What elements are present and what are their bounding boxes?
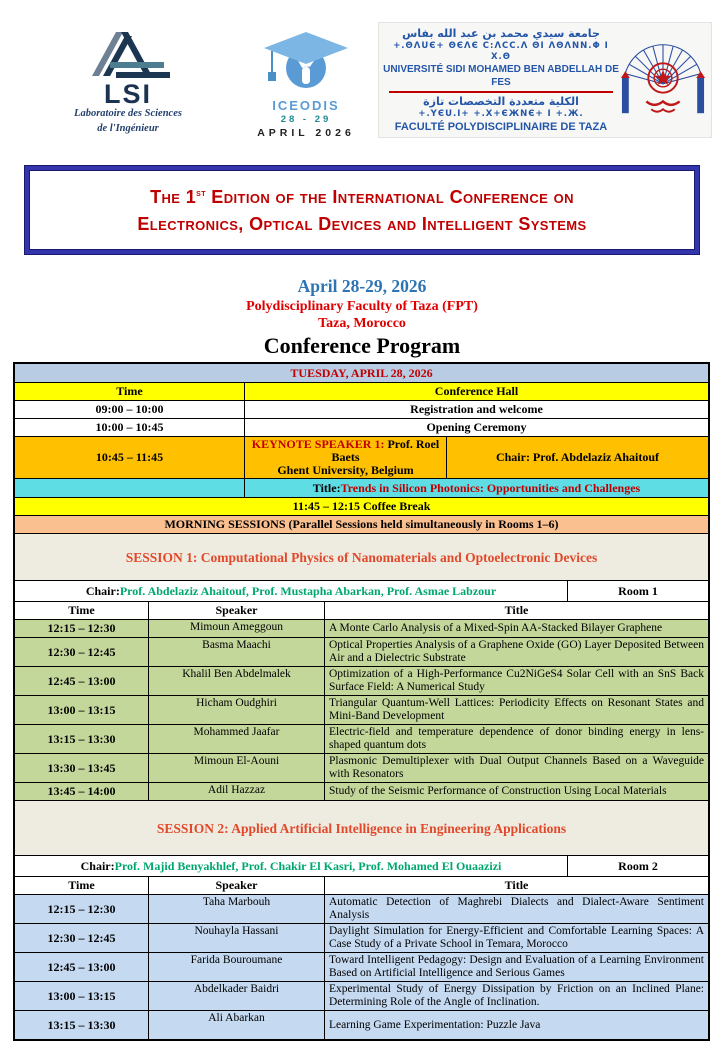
talk-time: 13:00 – 13:15 (47, 988, 116, 1003)
registration-time: 09:00 – 10:00 (95, 402, 164, 416)
table-row (15, 894, 708, 923)
keynote-speaker: Prof. Roel Baets (331, 437, 440, 464)
university-red-rule (389, 91, 613, 93)
keynote-title-value: Trends in Silicon Photonics: Opportunities and Challenges (340, 480, 641, 495)
session2-col-speaker: Speaker (148, 877, 324, 894)
faculty-french-name: FACULTÉ POLYDISCIPLINAIRE DE TAZA (394, 120, 608, 133)
conference-city: Taza, Morocco (318, 316, 406, 331)
talk-time: 13:15 – 13:30 (47, 731, 116, 746)
opening-row (15, 418, 708, 436)
keynote-title-empty-cell (15, 479, 244, 497)
intro-block (0, 276, 724, 358)
program-title: Conference Program (263, 333, 461, 358)
session1-chairs: Prof. Abdelaziz Ahaitouf, Prof. Mustapha Abarkan, Prof. Asmae Labzour (119, 583, 497, 598)
session1-chair-label: Chair: (85, 583, 120, 598)
session1-room: Room 1 (567, 581, 708, 601)
graduation-cap-icon (260, 79, 352, 96)
session1-columns-row (15, 601, 708, 619)
talk-title: Electric-field and temperature dependence of donor binding energy in lens-shaped quantum dots (324, 725, 708, 753)
table-row (15, 724, 708, 753)
keynote-row (15, 436, 708, 478)
session2-col-time: Time (68, 878, 95, 892)
banner-line1-suffix: Edition of the International Conference on (205, 187, 574, 207)
conference-venue: Polydisciplinary Faculty of Taza (FPT) (246, 299, 478, 314)
keynote-title-row (15, 478, 708, 497)
talk-time: 12:30 – 12:45 (47, 644, 116, 659)
talk-title: Optical Properties Analysis of a Graphene Oxide (GO) Layer Deposited Between Air and a Dielectric Substrate (324, 638, 708, 666)
talk-title: Experimental Study of Energy Dissipation by Friction on an Inclined Plane: Determining Role of the Angle of Inclination. (324, 982, 708, 1010)
session2-col-title: Title (324, 877, 708, 894)
talk-title: Optimization of a High-Performance Cu2NiGeS4 Solar Cell with an SnS Back Surface Field: A Numerical Study (324, 667, 708, 695)
talk-title: A Monte Carlo Analysis of a Mixed-Spin AA-Stacked Bilayer Graphene (324, 620, 708, 637)
session2-chairs: Prof. Majid Benyakhlef, Prof. Chakir El Kasri, Prof. Mohamed El Ouaazizi (114, 858, 502, 873)
talk-speaker: Khalil Ben Abdelmalek (148, 667, 324, 695)
talk-speaker: Mimoun Ameggoun (148, 620, 324, 637)
session1-col-time: Time (68, 603, 95, 617)
session1-col-speaker: Speaker (148, 602, 324, 619)
day-header: TUESDAY, APRIL 28, 2026 (290, 365, 433, 380)
opening-label: Opening Ceremony (244, 419, 708, 436)
banner-line2: Electronics, Optical Devices and Intelligent Systems (137, 214, 587, 234)
talk-speaker: Hicham Oudghiri (148, 696, 324, 724)
banner-ordinal: st (196, 188, 206, 199)
session2-banner-row (15, 800, 708, 855)
talk-speaker: Farida Bouroumane (148, 953, 324, 981)
university-tifinagh-top: +.ΘΛUЄ+ ΘЄΛЄ C:ΛCC.Λ ΘΙ ΛΘΛΝΝ.Φ Ι Χ.Θ (393, 40, 609, 62)
logo-header (0, 0, 724, 152)
lsi-logo (48, 26, 208, 135)
session2-banner: SESSION 2: Applied Artificial Intelligence in Engineering Applications (156, 820, 567, 836)
talk-speaker: Adil Hazzaz (148, 783, 324, 800)
keynote-affiliation: Ghent University, Belgium (277, 463, 414, 477)
talk-speaker: Mohammed Jaafar (148, 725, 324, 753)
talk-time: 13:15 – 13:30 (47, 1017, 116, 1032)
university-logo (378, 22, 712, 138)
banner-line1-prefix: The 1 (150, 187, 197, 207)
talk-title: Study of the Seismic Performance of Construction Using Local Materials (324, 783, 708, 800)
talk-time: 12:15 – 12:30 (47, 621, 116, 635)
day-header-row (15, 364, 708, 382)
table-row (15, 753, 708, 782)
talk-speaker: Basma Maachi (148, 638, 324, 666)
talk-speaker: Abdelkader Baidri (148, 982, 324, 1010)
table-row (15, 981, 708, 1010)
session1-chair-row (15, 580, 708, 601)
iceodis-logo (246, 30, 366, 139)
talk-speaker: Taha Marbouh (148, 895, 324, 923)
talk-time: 12:45 – 13:00 (47, 959, 116, 974)
university-text-block (383, 27, 619, 134)
university-tifinagh-bottom: +.ΥЄU.Ι+ +.Χ+ЄЖΝЄ+ Ι +.Ж. (418, 108, 584, 119)
time-column-header: Time (116, 384, 143, 398)
table-row (15, 782, 708, 800)
talk-title: Triangular Quantum-Well Lattices: Periodicity Effects on Resonant States and Mini-Band Development (324, 696, 708, 724)
keynote-heading: KEYNOTE SPEAKER 1: (251, 437, 385, 451)
hall-column-header: Conference Hall (244, 383, 708, 400)
lsi-caption-line2: de l'Ingénieur (97, 123, 159, 134)
morning-sessions-label: MORNING SESSIONS (Parallel Sessions held simultaneously in Rooms 1–6) (164, 517, 559, 531)
iceodis-name: ICEODIS (272, 98, 340, 113)
keynote-title-label: Title: (312, 480, 341, 495)
lsi-caption-line1: Laboratoire des Sciences (74, 108, 182, 119)
table-row (15, 619, 708, 637)
table-row (15, 637, 708, 666)
session2-chair-label: Chair: (80, 858, 115, 873)
opening-time: 10:00 – 10:45 (95, 420, 164, 434)
talk-title: Daylight Simulation for Energy-Efficient and Comfortable Learning Spaces: A Case Study of a Private School in Temara, Morocco (324, 924, 708, 952)
program-table (13, 362, 710, 1041)
talk-time: 12:45 – 13:00 (47, 673, 116, 688)
session2-chairs-cell (15, 856, 567, 876)
coffee-break-label: 11:45 – 12:15 Coffee Break (292, 499, 431, 513)
keynote-heading-line (249, 438, 442, 464)
banner-line1 (37, 180, 687, 211)
session1-banner: SESSION 1: Computational Physics of Nanomaterials and Optoelectronic Devices (125, 549, 598, 565)
talk-title: Toward Intelligent Pedagogy: Design and Evaluation of a Learning Environment Based on Artificial Intelligence and Serious Games (324, 953, 708, 981)
talk-speaker: Nouhayla Hassani (148, 924, 324, 952)
university-arabic-bottom: الكلية متعددة التخصصات تازة (423, 94, 579, 108)
talk-time: 12:30 – 12:45 (47, 930, 116, 945)
conference-dates: April 28-29, 2026 (297, 276, 427, 296)
keynote-speaker-cell (244, 437, 446, 478)
university-arabic-top: جامعة سيدي محمد بن عبد الله بفاس (402, 26, 600, 40)
session1-col-title: Title (324, 602, 708, 619)
keynote-title-cell (244, 479, 708, 497)
iceodis-month: APRIL 2026 (257, 127, 355, 139)
talk-time: 13:00 – 13:15 (47, 702, 116, 717)
conference-title-banner (25, 166, 699, 254)
table-row (15, 952, 708, 981)
talk-time: 12:15 – 12:30 (47, 901, 116, 916)
session2-room: Room 2 (567, 856, 708, 876)
session1-chairs-cell (15, 581, 567, 601)
talk-speaker: Ali Abarkan (148, 1011, 324, 1039)
columns-header-row (15, 382, 708, 400)
lsi-acronym: LSI (103, 79, 152, 109)
university-french-name: UNIVERSITÉ SIDI MOHAMED BEN ABDELLAH DE FES (383, 63, 619, 88)
table-row (15, 695, 708, 724)
talk-title: Learning Game Experimentation: Puzzle Java (324, 1011, 708, 1039)
keynote-chair: Chair: Prof. Abdelaziz Ahaitouf (446, 437, 708, 478)
university-emblem-icon (619, 26, 707, 135)
keynote-time: 10:45 – 11:45 (95, 450, 164, 464)
talk-time: 13:45 – 14:00 (47, 784, 116, 798)
coffee-break-row (15, 497, 708, 515)
table-row (15, 666, 708, 695)
talk-speaker: Mimoun El-Aouni (148, 754, 324, 782)
registration-label: Registration and welcome (244, 401, 708, 418)
session2-chair-row (15, 855, 708, 876)
table-row (15, 1010, 708, 1039)
morning-sessions-row (15, 515, 708, 533)
session2-columns-row (15, 876, 708, 894)
talk-time: 13:30 – 13:45 (47, 760, 116, 775)
registration-row (15, 400, 708, 418)
iceodis-days: 28 - 29 (280, 114, 332, 125)
table-row (15, 923, 708, 952)
talk-title: Automatic Detection of Maghrebi Dialects and Dialect-Aware Sentiment Analysis (324, 895, 708, 923)
session1-banner-row (15, 533, 708, 580)
talk-title: Plasmonic Demultiplexer with Dual Output Channels Based on a Waveguide with Resonators (324, 754, 708, 782)
